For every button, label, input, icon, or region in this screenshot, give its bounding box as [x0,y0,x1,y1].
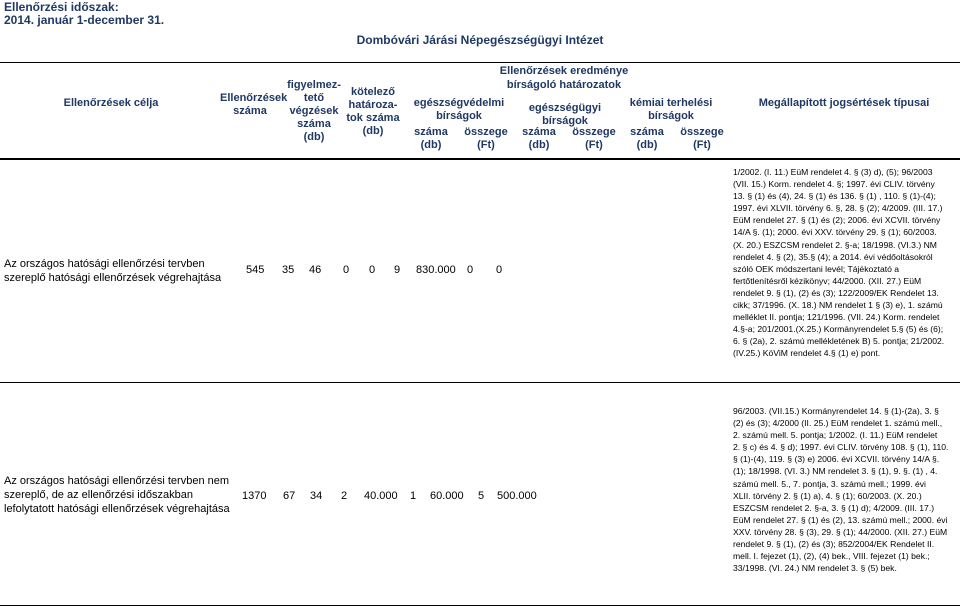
period-value: 2014. január 1-december 31. [4,13,165,27]
header-count: Ellenőrzések száma [220,92,288,117]
header-count-db: száma (db) [414,126,448,151]
row2-goal: Az országos hatósági ellenőrzési tervben nem szereplő, de az ellenőrzési időszakban lefolytatott hatósági ellenőrzések végrehajtása [4,475,230,515]
row2-health-protection-count: 2 [341,490,348,502]
header-count-db: száma (db) [522,126,556,151]
row1-chemical-total: 0 [496,264,503,276]
row1-health-total: 830.000 [416,264,456,276]
table-top-border [0,62,960,63]
row1-count: 545 [246,264,265,276]
row1-goal: Az országos hatósági ellenőrzési tervben szereplő hatósági ellenőrzések végrehajtása [4,258,222,284]
header-obligating: kötelező határoza- tok száma (db) [346,86,400,137]
header-warning: figyelmez- tető végzések száma (db) [287,79,341,143]
row-divider [0,382,960,383]
row1-health-protection-count: 0 [343,264,350,276]
period-label: Ellenőrzési időszak: [4,0,119,14]
header-violations: Megállapított jogsértések típusai [758,97,930,109]
institution-title: Dombóvári Járási Népegészségügyi Intézet [356,33,604,47]
header-fine-decisions: bírságoló határozatok [506,79,622,91]
header-total-ft: összege (Ft) [680,126,724,151]
header-health-protection: egészségvédelmi bírságok [413,97,505,122]
row1-violations: 1/2002. (I. 11.) EüM rendelet 4. § (3) d), (5); 96/2003 (VII. 15.) Korm. rendelet 4. §; 1997. évi CLIV. törvény 13. § (1) és (4), 24. § (1) és 136. § (1) , 110. § (1)-(4); 1997. évi XLVII. törvény 6. §, 28. § (2); 4/2009. (III. 17.) EüM rendelet 27. § (1) és (2); 2006. évi XCVII. törvény 14/A §. (1); 2000. évi XXV. törvény 29. § (1); 60/2003. (X. 20.) ESZCSM rendelet 2. §-a; 18/1998. (VI.3.) NM rendelet 4. § (2), 35.§ (4); a 2014. évi védőoltásokról szóló OEK módszertani levél; Tájékoztató a fertőtlenítésről kézikönyv; 44/2000. (XII. 27.) EüM rendelet 9. § (1), (2) és (3); 122/2009/EK Rendelet 13. cikk; 37/1996. (X. 18.) NM rendelet 1 § (3) e), 1. számú melléklet II. pontja; 121/1996. (VII. 24.) Korm. rendelet 4.§-a; 201/2001.(X.25.) Kormányrendelet 5.§ (5) és (6); 6. § (2a), 2. számú mellékletének B) 5. pontja; 21/2002. (IV.25.) KöViM rendelet 4.§ (1) e) pont. [733,167,945,359]
header-goal: Ellenőrzések célja [63,97,159,109]
row1-health-count: 9 [394,264,401,276]
row2-health-total: 60.000 [430,490,464,502]
row1-warning: 35 [282,264,295,276]
header-count-db: száma (db) [630,126,664,151]
header-chemical: kémiai terhelési bírságok [629,97,713,122]
header-total-ft: összege (Ft) [572,126,616,151]
row2-health-count: 1 [410,490,417,502]
row1-obligating: 46 [309,264,322,276]
row2-health-protection-total: 40.000 [364,490,398,502]
header-bottom-border [0,158,960,160]
header-health: egészségügyi bírságok [528,102,602,127]
row2-count: 1370 [242,490,267,502]
header-total-ft: összege (Ft) [464,126,508,151]
row2-obligating: 34 [310,490,323,502]
row2-chemical-count: 5 [478,490,485,502]
row2-violations: 96/2003. (VII.15.) Kormányrendelet 14. § (1)-(2a), 3. § (2) és (3); 4/2000 (II. 25.) EüM rendelet 1. számú mell., 2. számú mell. 5. pontja; 1/2002. (I. 11.) EüM rendelet 2. § c) és 4. § d); 1997. évi CLIV. törvény 108. § (1), 110. § (1)-(4), 119. § (3) e) 2006. évi XCVII. törvény 14/A §. (1); 18/1998. (VI. 3.) NM rendelet 3. § (1), 9. §. (1) , 4. számú mell. 5., 7. pontja, 3. számú mell.; 1999. évi XLII. törvény 2. § (1) a), 4. § (1); 60/2003. (X. 20.) ESZCSM rendelet 2. §-a, 3. § (1) d); 4/2009. (III. 17.) EüM rendelet 27. § (1) és (2), 13. számú mell.; 2000. évi XXV. törvény 28. § (3), 29. § (1); 44/2000. (XII. 27.) EüM rendelet 9. § (1), (2) és (3); 852/2004/EK Rendelet II. mell. I. fejezet (1), (2), (4) bek., VIII. fejezet (1) bek.; 33/1998. (VI. 24.) NM rendelet 3. § (5) bek. [733,406,949,574]
row2-warning: 67 [283,490,296,502]
row2-chemical-total: 500.000 [497,490,537,502]
row1-chemical-count: 0 [467,264,474,276]
row1-health-protection-total: 0 [369,264,376,276]
header-results: Ellenőrzések eredménye [499,65,629,77]
